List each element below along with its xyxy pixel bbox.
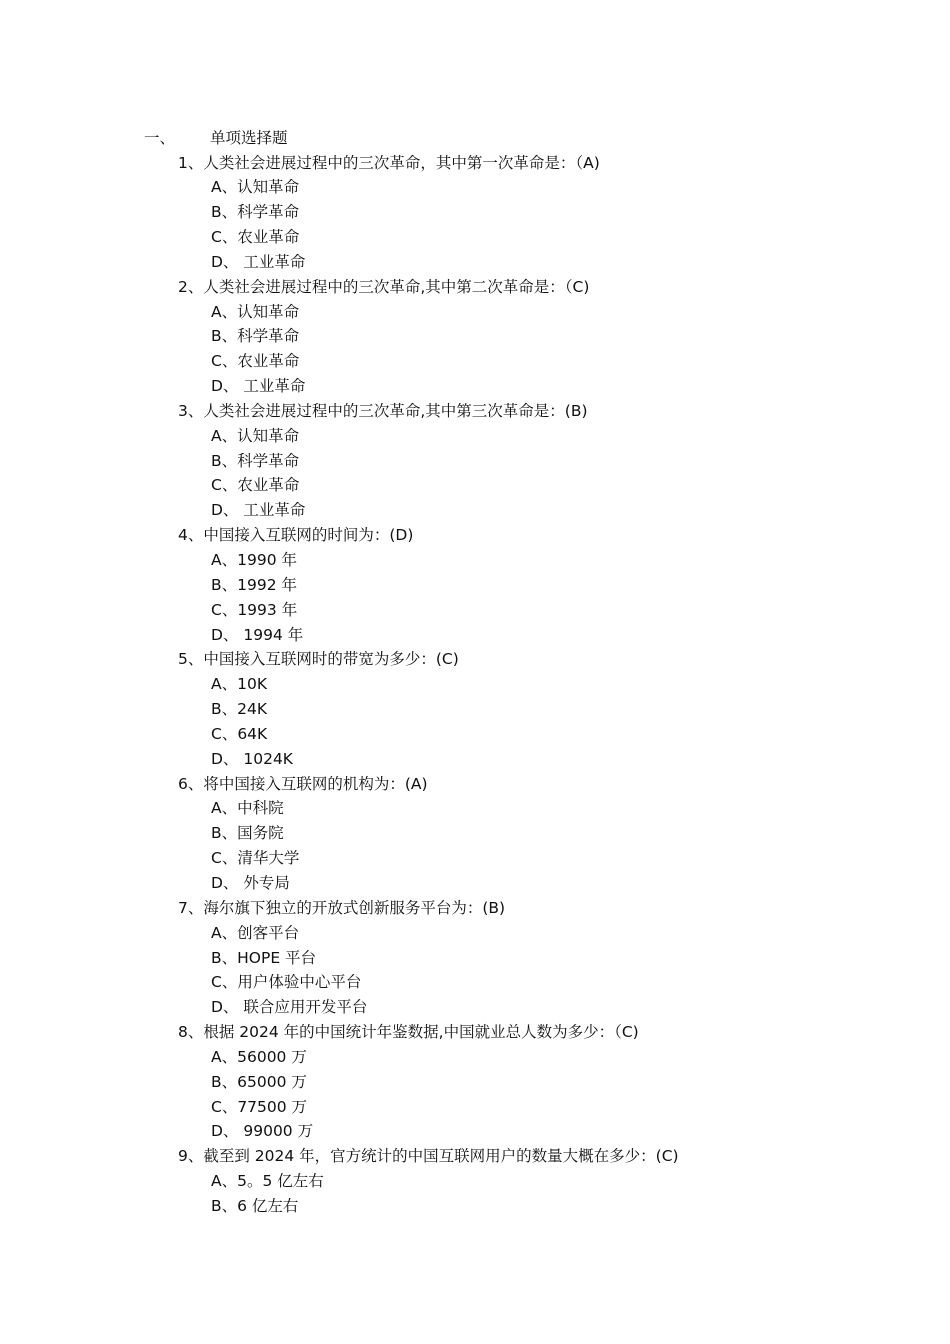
question-3-option-b: B、科学革命 [211, 451, 300, 470]
question-8-option-d: D、 99000 万 [211, 1122, 314, 1141]
question-8-option-c: C、77500 万 [211, 1097, 308, 1116]
question-6-option-c: C、清华大学 [211, 849, 300, 868]
question-9-option-b: B、6 亿左右 [211, 1196, 299, 1215]
question-6-option-a: A、中科院 [211, 799, 284, 818]
question-3-option-c: C、农业革命 [211, 476, 300, 495]
question-5-option-b: B、24K [211, 700, 268, 719]
question-1: 1、人类社会进展过程中的三次革命，其中第一次革命是：（A) [178, 153, 600, 172]
question-8: 8、根据 2024 年的中国统计年鉴数据,中国就业总人数为多少：（C) [178, 1023, 639, 1042]
question-6: 6、将中国接入互联网的机构为：(A) [178, 774, 428, 793]
question-7: 7、海尔旗下独立的开放式创新服务平台为：(B) [178, 898, 506, 917]
question-4: 4、中国接入互联网的时间为：(D) [178, 526, 414, 545]
question-1-option-b: B、科学革命 [211, 203, 300, 222]
question-6-option-d: D、 外专局 [211, 873, 290, 892]
question-5-option-c: C、64K [211, 724, 268, 743]
question-7-option-c: C、用户体验中心平台 [211, 973, 362, 992]
question-8-option-a: A、56000 万 [211, 1047, 307, 1066]
question-4-option-a: A、1990 年 [211, 551, 297, 569]
question-3-option-a: A、认知革命 [211, 426, 300, 445]
question-4-option-d: D、 1994 年 [211, 625, 304, 644]
question-7-option-a: A、创客平台 [211, 923, 300, 942]
question-2-option-c: C、农业革命 [211, 352, 300, 371]
question-5: 5、中国接入互联网时的带宽为多少：(C) [178, 650, 459, 669]
question-6-option-b: B、国务院 [211, 824, 284, 843]
question-1-option-c: C、农业革命 [211, 228, 300, 247]
question-4-option-b: B、1992 年 [211, 575, 298, 594]
question-3-option-d: D、 工业革命 [211, 501, 306, 520]
question-2-option-a: A、认知革命 [211, 302, 300, 321]
question-1-option-d: D、 工业革命 [211, 252, 306, 271]
question-7-option-b: B、HOPE 平台 [211, 948, 317, 967]
question-9-option-a: A、5。5 亿左右 [211, 1172, 324, 1191]
section-heading [144, 126, 288, 150]
section-number: 一、 [144, 129, 176, 147]
question-4-option-c: C、1993 年 [211, 600, 298, 619]
question-8-option-b: B、65000 万 [211, 1072, 307, 1091]
question-2: 2、人类社会进展过程中的三次革命,其中第二次革命是：（C) [178, 277, 590, 296]
question-3: 3、人类社会进展过程中的三次革命,其中第三次革命是：(B) [178, 401, 588, 420]
question-2-option-d: D、 工业革命 [211, 377, 306, 396]
question-5-option-d: D、 1024K [211, 749, 293, 768]
section-title: 单项选择题 [210, 129, 288, 147]
question-7-option-d: D、 联合应用开发平台 [211, 998, 368, 1017]
question-list [0, 151, 950, 1219]
question-5-option-a: A、10K [211, 675, 267, 694]
question-9: 9、截至到 2024 年，官方统计的中国互联网用户的数量大概在多少：(C) [178, 1147, 679, 1166]
question-1-option-a: A、认知革命 [211, 178, 300, 197]
question-2-option-b: B、科学革命 [211, 327, 300, 346]
